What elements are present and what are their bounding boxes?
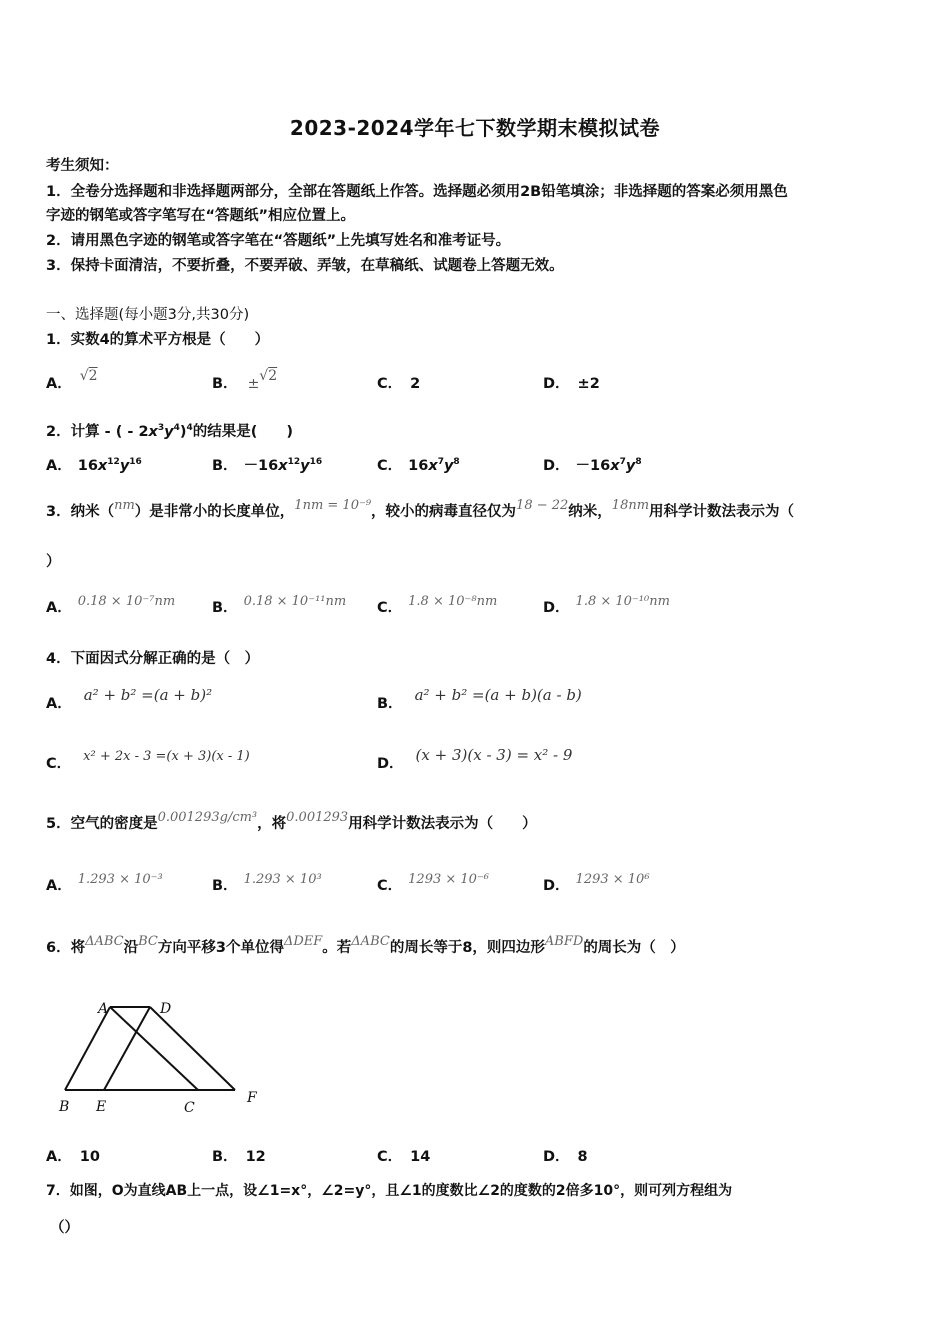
q5-option-d: D． 1293 × 10⁶ [543, 872, 650, 894]
question-3-stem: 3．纳米（nm）是非常小的长度单位，1nm = 10⁻⁹，较小的病毒直径仅为18 − 22纳米，18nm用科学计数法表示为（ [46, 498, 795, 520]
q2-option-b: B． $-16x^{12}y^{16}$ [212, 457, 323, 474]
q1-option-b: B． ±√2 [212, 368, 278, 392]
q4-option-d: D． (x + 3)(x - 3) = x² - 9 [377, 746, 573, 772]
q2-option-a: A． $16x^{12}y^{16}$ [46, 457, 142, 474]
label-a: A [98, 1001, 109, 1017]
question-3-stem-cont: ） [46, 554, 61, 570]
segment-ac [110, 1007, 198, 1090]
q6-option-c: C． 14 [377, 1149, 431, 1165]
q5-option-a: A． 1.293 × 10⁻³ [46, 872, 163, 894]
q3-option-c: C． 1.8 × 10⁻⁸nm [377, 594, 498, 616]
q3-option-b: B． 0.18 × 10⁻¹¹nm [212, 594, 347, 616]
q4-option-a: A． a² + b² =(a + b)² [46, 686, 213, 712]
question-7-stem-cont: （） [50, 1220, 79, 1236]
question-7-stem: 7．如图，O为直线AB上一点，设∠1=x°，∠2=y°，且∠1的度数比∠2的度数的2倍多10°，则可列方程组为 [46, 1183, 733, 1199]
notice-item-2: 2．请用黑色字迹的钢笔或答字笔在“答题纸”上先填写姓名和准考证号。 [46, 233, 511, 249]
segment-de [104, 1007, 150, 1090]
q5-option-b: B． 1.293 × 10³ [212, 872, 322, 894]
sqrt-expression: √2 [259, 368, 278, 384]
sqrt-icon: √ [259, 368, 269, 384]
page-title: 2023-2024学年七下数学期末模拟试卷 [289, 116, 661, 140]
notice-heading: 考生须知： [46, 158, 119, 174]
q5-option-c: C． 1293 × 10⁻⁶ [377, 872, 490, 894]
notice-item-3: 3．保持卡面清洁，不要折叠，不要弄破、弄皱，在草稿纸、试题卷上答题无效。 [46, 258, 564, 274]
question-5-stem: 5．空气的密度是0.001293g/cm³，将0.001293用科学计数法表示为（ ） [46, 810, 537, 832]
q1-option-d: D． ±2 [543, 376, 600, 392]
label-f: F [247, 1090, 257, 1106]
q3-option-d: D． 1.8 × 10⁻¹⁰nm [543, 594, 670, 616]
q4-option-b: B． a² + b² =(a + b)(a - b) [377, 686, 582, 712]
sqrt-icon: √ [79, 368, 89, 384]
section-heading: 一、选择题(每小题3分,共30分) [46, 307, 250, 323]
sqrt-expression: √2 [79, 368, 98, 384]
question-4-stem: 4．下面因式分解正确的是（ ） [46, 651, 260, 667]
question-6-stem: 6．将ΔABC沿BC方向平移3个单位得ΔDEF。若ΔABC的周长等于8，则四边形ABFD的周长为（ ） [46, 934, 685, 956]
q1-option-c: C． 2 [377, 376, 421, 392]
label-c: C [184, 1100, 195, 1116]
label-e: E [96, 1099, 107, 1115]
q2-option-c: C． $16x^7y^8$ [377, 457, 460, 474]
label-b: B [59, 1099, 70, 1115]
option-label: A． [46, 376, 72, 392]
q4-option-c: C． x² + 2x - 3 =(x + 3)(x - 1) [46, 749, 250, 772]
notice-item-1-cont: 字迹的钢笔或答字笔写在“答题纸”相应位置上。 [46, 208, 356, 224]
translation-figure [50, 995, 280, 1120]
q1-option-a [46, 368, 98, 393]
label-d: D [160, 1001, 172, 1017]
q6-option-d: D． 8 [543, 1149, 588, 1165]
question-1-stem: 1．实数4的算术平方根是（ ） [46, 332, 270, 348]
q3-option-a: A． 0.18 × 10⁻⁷nm [46, 594, 176, 616]
segment-df [150, 1007, 235, 1090]
q6-option-b: B． 12 [212, 1149, 266, 1165]
question-2-stem: 2．计算 - ( - $2x^3y^4)^4$的结果是( ) [46, 423, 294, 440]
notice-item-1: 1．全卷分选择题和非选择题两部分，全部在答题纸上作答。选择题必须用2B铅笔填涂；非选择题的答案必须用黑色 [46, 184, 788, 200]
q2-option-d: D． $-16x^7y^8$ [543, 457, 642, 474]
q6-option-a: A． 10 [46, 1149, 100, 1165]
segment-ab [65, 1007, 110, 1090]
